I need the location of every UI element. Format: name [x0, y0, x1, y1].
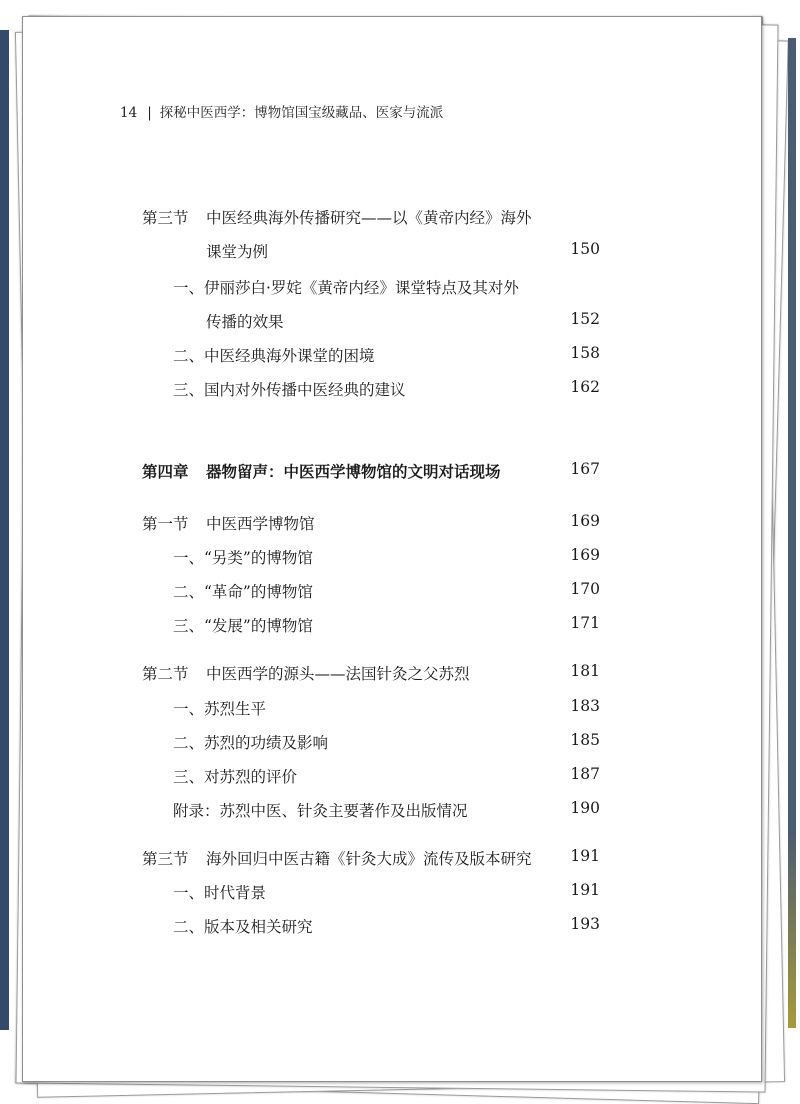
item-title: 二、中医经典海外课堂的困境 — [173, 347, 375, 365]
header-separator: | — [147, 105, 152, 121]
page-ref: 171 — [570, 614, 600, 632]
toc-section-row-continued[interactable] — [0, 240, 800, 266]
page-ref: 183 — [570, 697, 600, 715]
toc-item-row[interactable] — [0, 580, 800, 606]
item-title: 一、伊丽莎白·罗姹《黄帝内经》课堂特点及其对外 — [173, 279, 519, 297]
page-ref: 185 — [570, 731, 600, 749]
toc-chapter-row[interactable] — [0, 460, 800, 486]
page-ref: 150 — [570, 240, 600, 258]
toc-section-row[interactable] — [0, 662, 800, 688]
page-ref: 158 — [570, 344, 600, 362]
section-title: 中医西学的源头——法国针灸之父苏烈 — [206, 665, 470, 683]
section-label: 第三节 — [142, 850, 189, 868]
item-title: 一、“另类”的博物馆 — [173, 549, 313, 567]
item-title: 二、版本及相关研究 — [173, 918, 313, 936]
section-title: 海外回归中医古籍《针灸大成》流传及版本研究 — [206, 850, 532, 868]
toc-item-row[interactable] — [0, 697, 800, 723]
toc-appendix-row[interactable] — [0, 799, 800, 825]
toc-item-row[interactable] — [0, 546, 800, 572]
section-title-continued: 课堂为例 — [206, 243, 269, 261]
page-ref: 169 — [570, 512, 600, 530]
item-title: 一、苏烈生平 — [173, 700, 267, 718]
item-title: 二、苏烈的功绩及影响 — [173, 734, 329, 752]
page-ref: 162 — [570, 378, 600, 396]
chapter-title: 器物留声：中医西学博物馆的文明对话现场 — [206, 463, 501, 481]
toc-item-row[interactable] — [0, 765, 800, 791]
section-title: 中医经典海外传播研究——以《黄帝内经》海外 — [206, 209, 532, 227]
section-title: 中医西学博物馆 — [206, 515, 315, 533]
section-label: 第一节 — [142, 515, 189, 533]
page-ref: 193 — [570, 915, 600, 933]
item-title: 一、时代背景 — [173, 884, 267, 902]
page-ref: 170 — [570, 580, 600, 598]
page-ref: 191 — [570, 881, 600, 899]
toc-item-row-continued[interactable] — [0, 310, 800, 336]
running-header — [120, 101, 443, 121]
page-ref: 181 — [570, 662, 600, 680]
item-title: 三、国内对外传播中医经典的建议 — [173, 381, 406, 399]
page-ref: 169 — [570, 546, 600, 564]
page-ref: 152 — [570, 310, 600, 328]
toc-item-row[interactable] — [0, 276, 800, 302]
toc-item-row[interactable] — [0, 614, 800, 640]
toc-section-row[interactable] — [0, 512, 800, 538]
appendix-title: 附录：苏烈中医、针灸主要著作及出版情况 — [173, 802, 468, 820]
item-title: 三、对苏烈的评价 — [173, 768, 298, 786]
toc-section-row[interactable] — [0, 847, 800, 873]
toc-item-row[interactable] — [0, 915, 800, 941]
item-title: 三、“发展”的博物馆 — [173, 617, 313, 635]
page-ref: 167 — [570, 460, 600, 478]
toc-item-row[interactable] — [0, 731, 800, 757]
section-label: 第二节 — [142, 665, 189, 683]
page-number: 14 — [120, 105, 138, 121]
page-ref: 190 — [570, 799, 600, 817]
toc-section-row[interactable] — [0, 206, 800, 232]
toc-item-row[interactable] — [0, 344, 800, 370]
book-title: 探秘中医西学：博物馆国宝级藏品、医家与流派 — [159, 105, 444, 121]
chapter-label: 第四章 — [142, 463, 189, 481]
item-title: 二、“革命”的博物馆 — [173, 583, 313, 601]
item-title-continued: 传播的效果 — [206, 313, 284, 331]
page-ref: 191 — [570, 847, 600, 865]
section-label: 第三节 — [142, 209, 189, 227]
toc-item-row[interactable] — [0, 881, 800, 907]
toc-item-row[interactable] — [0, 378, 800, 404]
page-ref: 187 — [570, 765, 600, 783]
